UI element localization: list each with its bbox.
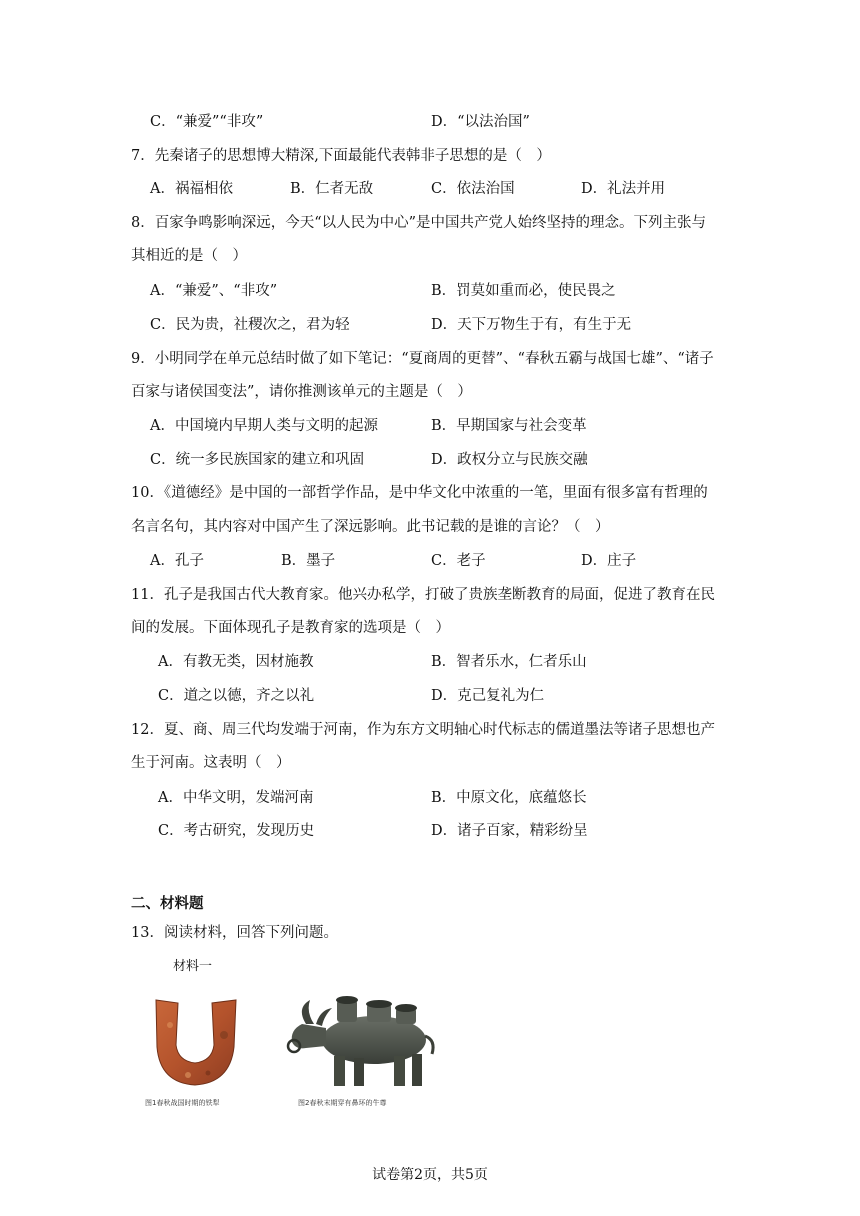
- q9-option-a: A．中国境内早期人类与文明的起源: [150, 418, 378, 434]
- material-label: 材料一: [173, 959, 213, 974]
- page-footer: 试卷第2页，共5页: [372, 1167, 488, 1183]
- q12-option-b: B．中原文化，底蕴悠长: [431, 790, 587, 806]
- q11-option-d: D．克己复礼为仁: [431, 688, 545, 704]
- q6-option-c: C．“兼爱”“非攻”: [150, 114, 264, 130]
- q9-stem-line1: 9．小明同学在单元总结时做了如下笔记：“夏商周的更替”、“春秋五霸与战国七雄”、“诸子: [131, 351, 714, 367]
- q11-stem-line2: 间的发展。下面体现孔子是教育家的选项是（ ）: [131, 620, 450, 636]
- q8-option-a: A．“兼爱”、“非攻”: [150, 283, 278, 299]
- q12-option-c: C．考古研究，发现历史: [158, 823, 315, 839]
- q8-option-d: D．天下万物生于有，有生于无: [431, 317, 632, 333]
- q7-option-a: A．祸福相依: [150, 181, 233, 197]
- figure-2-caption: 图2春秋末期穿有鼻环的牛尊: [298, 1099, 387, 1107]
- q7-option-c: C．依法治国: [431, 181, 515, 197]
- bronze-ox-zun-image: [282, 990, 442, 1092]
- q6-option-d: D．“以法治国”: [431, 114, 530, 130]
- q9-stem-line2: 百家与诸侯国变法”，请你推测该单元的主题是（ ）: [131, 384, 472, 400]
- q7-stem: 7．先秦诸子的思想博大精深,下面最能代表韩非子思想的是（ ）: [131, 148, 551, 164]
- q11-stem-line1: 11．孔子是我国古代大教育家。他兴办私学，打破了贵族垄断教育的局面，促进了教育在民: [131, 587, 715, 603]
- q8-stem-line2: 其相近的是（ ）: [131, 248, 247, 264]
- q11-option-c: C．道之以德，齐之以礼: [158, 688, 315, 704]
- q8-stem-line1: 8．百家争鸣影响深远，今天“以人民为中心”是中国共产党人始终坚持的理念。下列主张与: [131, 215, 707, 231]
- q11-option-b: B．智者乐水，仁者乐山: [431, 654, 587, 670]
- q11-option-a: A．有教无类，因材施教: [158, 654, 314, 670]
- figure-1-caption: 图1春秋战国时期的铁犁: [145, 1099, 220, 1107]
- q10-option-c: C．老子: [431, 553, 486, 569]
- q7-option-d: D．礼法并用: [581, 181, 666, 197]
- q10-option-d: D．庄子: [581, 553, 637, 569]
- q12-option-d: D．诸子百家，精彩纷呈: [431, 823, 588, 839]
- q10-option-b: B．墨子: [281, 553, 336, 569]
- q12-stem-line1: 12．夏、商、周三代均发端于河南，作为东方文明轴心时代标志的儒道墨法等诸子思想也产: [131, 722, 715, 738]
- q9-option-b: B．早期国家与社会变革: [431, 418, 587, 434]
- q8-option-b: B．罚莫如重而必，使民畏之: [431, 283, 616, 299]
- q9-option-d: D．政权分立与民族交融: [431, 452, 588, 468]
- q10-stem-line2: 名言名句，其内容对中国产生了深远影响。此书记载的是谁的言论？（ ）: [131, 519, 610, 535]
- q9-option-c: C．统一多民族国家的建立和巩固: [150, 452, 365, 468]
- q10-stem-line1: 10．《道德经》是中国的一部哲学作品，是中华文化中浓重的一笔，里面有很多富有哲理的: [131, 485, 708, 501]
- section-title: 二、材料题: [131, 896, 204, 912]
- iron-plough-image: [148, 995, 243, 1090]
- q12-option-a: A．中华文明，发端河南: [158, 790, 314, 806]
- q12-stem-line2: 生于河南。这表明（ ）: [131, 755, 291, 771]
- q7-option-b: B．仁者无敌: [290, 181, 374, 197]
- q13-stem: 13．阅读材料，回答下列问题。: [131, 925, 338, 941]
- q10-option-a: A．孔子: [150, 553, 204, 569]
- q8-option-c: C．民为贵，社稷次之，君为轻: [150, 317, 350, 333]
